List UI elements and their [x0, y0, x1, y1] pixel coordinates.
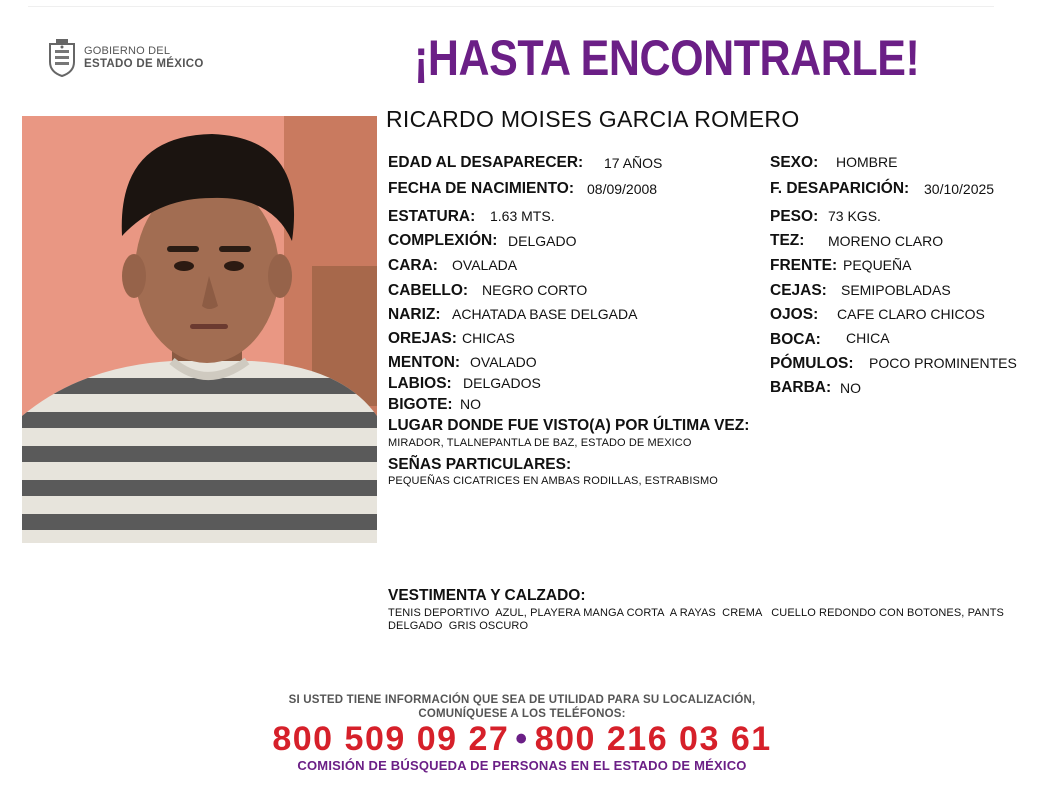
label-complexion: COMPLEXIÓN:	[388, 232, 498, 249]
label-ojos: OJOS:	[770, 306, 819, 323]
value-labios: DELGADOS	[463, 375, 541, 391]
value-pomulos: POCO PROMINENTES	[869, 355, 1017, 371]
label-menton: MENTON:	[388, 354, 461, 371]
value-fecha-desaparicion: 30/10/2025	[924, 181, 995, 197]
value-boca: CHICA	[846, 330, 890, 346]
value-vestimenta-line-1: TENIS DEPORTIVO AZUL, PLAYERA MANGA CORTA A RAYAS CREMA CUELLO REDONDO CON BOTONES, PANTS	[388, 607, 1004, 619]
phone-number-1[interactable]: 800 509 09 27	[272, 720, 510, 758]
value-lugar: MIRADOR, TLALNEPANTLA DE BAZ, ESTADO DE MEXICO	[388, 437, 692, 449]
label-edad: EDAD AL DESAPARECER:	[388, 154, 584, 171]
value-edad: 17 AÑOS	[604, 155, 663, 171]
government-logo	[46, 38, 204, 78]
value-ojos: CAFE CLARO CHICOS	[837, 306, 985, 322]
value-bigote: NO	[460, 396, 481, 412]
label-estatura: ESTATURA:	[388, 208, 476, 225]
value-senas: PEQUEÑAS CICATRICES EN AMBAS RODILLAS, ESTRABISMO	[388, 475, 718, 487]
value-tez: MORENO CLARO	[828, 233, 944, 249]
commission-name: COMISIÓN DE BÚSQUEDA DE PERSONAS EN EL ESTADO DE MÉXICO	[297, 758, 747, 773]
value-menton: OVALADO	[470, 354, 537, 370]
phone-separator: •	[515, 720, 529, 758]
label-barba: BARBA:	[770, 379, 832, 396]
label-fecha-nacimiento: FECHA DE NACIMIENTO:	[388, 180, 574, 197]
label-bigote: BIGOTE:	[388, 396, 453, 413]
value-nariz: ACHATADA BASE DELGADA	[452, 306, 638, 322]
state-seal-icon	[46, 38, 78, 78]
value-complexion: DELGADO	[508, 233, 577, 249]
label-cabello: CABELLO:	[388, 282, 469, 299]
value-orejas: CHICAS	[462, 330, 515, 346]
person-photo-illustration	[22, 116, 377, 543]
value-cara: OVALADA	[452, 257, 518, 273]
label-lugar: LUGAR DONDE FUE VISTO(A) POR ÚLTIMA VEZ:	[388, 417, 750, 434]
label-tez: TEZ:	[770, 232, 805, 249]
person-name: RICARDO MOISES GARCIA ROMERO	[386, 106, 800, 132]
info-line-1: SI USTED TIENE INFORMACIÓN QUE SEA DE UTILIDAD PARA SU LOCALIZACIÓN,	[288, 694, 756, 706]
value-frente: PEQUEÑA	[843, 257, 912, 273]
label-sexo: SEXO:	[770, 154, 819, 171]
logo-line-2: ESTADO DE MÉXICO	[84, 57, 204, 70]
label-cejas: CEJAS:	[770, 282, 827, 299]
missing-person-photo	[22, 116, 377, 543]
value-barba: NO	[840, 380, 861, 396]
phone-numbers	[0, 720, 1044, 759]
label-peso: PESO:	[770, 208, 819, 225]
value-fecha-nacimiento: 08/09/2008	[587, 181, 658, 197]
info-line-2: COMUNÍQUESE A LOS TELÉFONOS:	[418, 708, 626, 720]
label-orejas: OREJAS:	[388, 330, 457, 347]
value-cejas: SEMIPOBLADAS	[841, 282, 951, 298]
label-frente: FRENTE:	[770, 257, 838, 274]
label-nariz: NARIZ:	[388, 306, 441, 323]
label-senas: SEÑAS PARTICULARES:	[388, 456, 572, 473]
value-estatura: 1.63 MTS.	[490, 208, 555, 224]
label-boca: BOCA:	[770, 331, 821, 348]
label-pomulos: PÓMULOS:	[770, 355, 854, 372]
label-fecha-desaparicion: F. DESAPARICIÓN:	[770, 180, 910, 197]
top-divider	[28, 6, 994, 7]
value-sexo: HOMBRE	[836, 154, 898, 170]
headline: ¡HASTA ENCONTRARLE!	[414, 30, 920, 86]
label-vestimenta: VESTIMENTA Y CALZADO:	[388, 587, 586, 604]
label-labios: LABIOS:	[388, 375, 452, 392]
logo-line-1: GOBIERNO DEL	[84, 45, 171, 58]
phone-number-2[interactable]: 800 216 03 61	[534, 720, 772, 758]
value-vestimenta-line-2: DELGADO GRIS OSCURO	[388, 620, 529, 632]
value-cabello: NEGRO CORTO	[482, 282, 588, 298]
value-peso: 73 KGS.	[828, 208, 881, 224]
label-cara: CARA:	[388, 257, 438, 274]
